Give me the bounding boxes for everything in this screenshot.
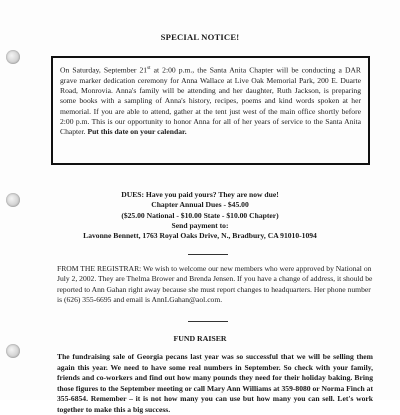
fund-raiser-title: FUND RAISER: [173, 334, 227, 343]
notice-superscript: st: [147, 66, 151, 71]
registrar-section: [57, 264, 373, 305]
dues-section: [0, 190, 400, 241]
dues-line-1: DUES: Have you paid yours? They are now due!: [121, 190, 279, 199]
dues-line-2: Chapter Annual Dues - $45.00: [151, 200, 249, 210]
notice-closing: Put this date on your calendar.: [87, 127, 187, 137]
divider-line-2: [188, 321, 228, 322]
fund-raiser-text: The fundraising sale of Georgia pecans last year was so successful that we will be selling them again this year. We need to have some real numbers in September. So check with your family, friends and co-workers and find out how many pounds they need for their holiday baking. Bring those figures to the September meeting or call Mary Ann Williams at 359-8080 or Norma Finch at 355-6854. Remember – it is not how many you can use but how many you can sell. Let's work together to make this a big success.: [57, 352, 373, 414]
fund-raiser-section: [57, 352, 373, 415]
binder-hole-bottom: [6, 344, 20, 358]
dues-line-3: ($25.00 National - $10.00 State - $10.00 Chapter): [121, 210, 279, 220]
dues-line-5: Lavonne Bennett, 1763 Royal Oaks Drive, N., Bradbury, CA 91010-1094: [83, 231, 317, 241]
notice-body: at 2:00 p.m., the Santa Anita Chapter will be conducting a DAR grave marker dedication ceremony for Anna Wallace at Live Oak Memorial Park, 200 E. Duarte Road, Monrovia. Anna's family will be attending and her daughter, Ruth Jackson, is preparing some books with a sampling of Anna's history, recipes, poems and kind words spoken at her memorial. If you are able to attend, gather at the tent just west of the main office shortly before 2:00 p.m. This is our opportunity to honor Anna for all of her years of service to the Santa Anita Chapter.: [60, 65, 361, 137]
dues-line-4: Send payment to:: [171, 220, 229, 230]
registrar-text: FROM THE REGISTRAR: We wish to welcome our new members who were approved by National on July 2, 2002. They are Thelma Brower and Brenda Jensen. If you have a change of address, it should be reported to Ann Gahan right away because she must report changes to headquarters. Her phone number is (626) 355-6695 and email is AnnLGahan@aol.com.: [57, 264, 373, 304]
binder-hole-top: [6, 50, 20, 64]
special-notice-box: [51, 56, 370, 165]
notice-intro: On Saturday, September 21: [60, 65, 148, 75]
special-notice-text: [60, 64, 361, 138]
divider-line-1: [188, 254, 228, 255]
special-notice-title: SPECIAL NOTICE!: [160, 32, 240, 42]
